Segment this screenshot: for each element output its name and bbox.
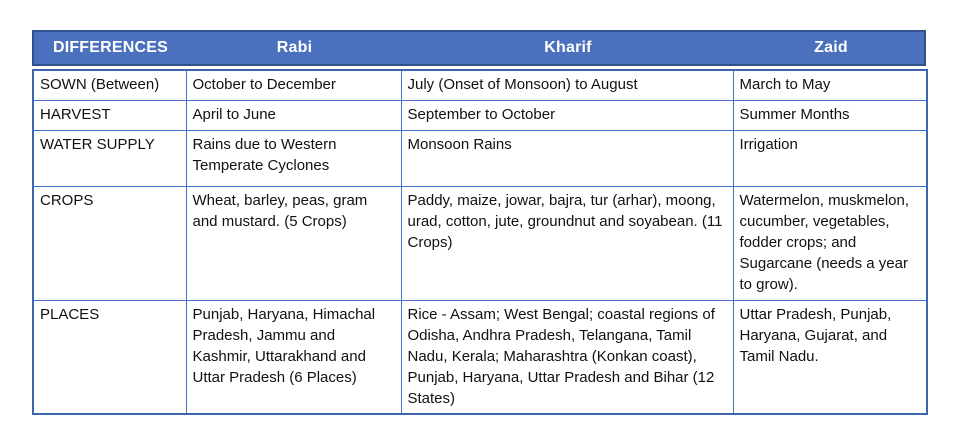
cell-sown-zaid: March to May [733,70,927,100]
row-label-harvest: HARVEST [33,100,186,130]
table-row-places [33,300,927,414]
table-row-water-supply [33,130,927,186]
table-row-crops [33,186,927,300]
header-cell-differences: DIFFERENCES [52,39,169,56]
table-header-row [32,30,926,66]
row-label-crops: CROPS [33,186,186,300]
cell-places-zaid: Uttar Pradesh, Punjab, Haryana, Gujarat, and Tamil Nadu. [733,300,927,414]
table-body [32,69,928,415]
cell-crops-kharif: Paddy, maize, jowar, bajra, tur (arhar), moong, urad, cotton, jute, groundnut and soyabean. (11 Crops) [401,186,733,300]
cell-water-supply-rabi: Rains due to Western Temperate Cyclones [186,130,401,186]
cell-harvest-zaid: Summer Months [733,100,927,130]
header-cell-kharif: Kharif [544,39,592,56]
cell-harvest-kharif: September to October [401,100,733,130]
cell-crops-rabi: Wheat, barley, peas, gram and mustard. (5 Crops) [186,186,401,300]
table-row-sown [33,70,927,100]
cell-places-kharif: Rice - Assam; West Bengal; coastal regions of Odisha, Andhra Pradesh, Telangana, Tamil Nadu, Kerala; Maharashtra (Konkan coast), Punjab, Haryana, Uttar Pradesh and Bihar (12 States) [401,300,733,414]
row-label-sown: SOWN (Between) [33,70,186,100]
row-label-water-supply: WATER SUPPLY [33,130,186,186]
cell-places-rabi: Punjab, Haryana, Himachal Pradesh, Jammu and Kashmir, Uttarakhand and Uttar Pradesh (6 Places) [186,300,401,414]
cell-harvest-rabi: April to June [186,100,401,130]
cell-water-supply-kharif: Monsoon Rains [401,130,733,186]
crop-seasons-comparison-table [32,30,926,415]
header-cell-zaid: Zaid [814,39,848,56]
cell-sown-rabi: October to December [186,70,401,100]
cell-crops-zaid: Watermelon, muskmelon, cucumber, vegetables, fodder crops; and Sugarcane (needs a year to grow). [733,186,927,300]
row-label-places: PLACES [33,300,186,414]
table-row-harvest [33,100,927,130]
header-cell-rabi: Rabi [276,39,313,56]
cell-sown-kharif: July (Onset of Monsoon) to August [401,70,733,100]
cell-water-supply-zaid: Irrigation [733,130,927,186]
